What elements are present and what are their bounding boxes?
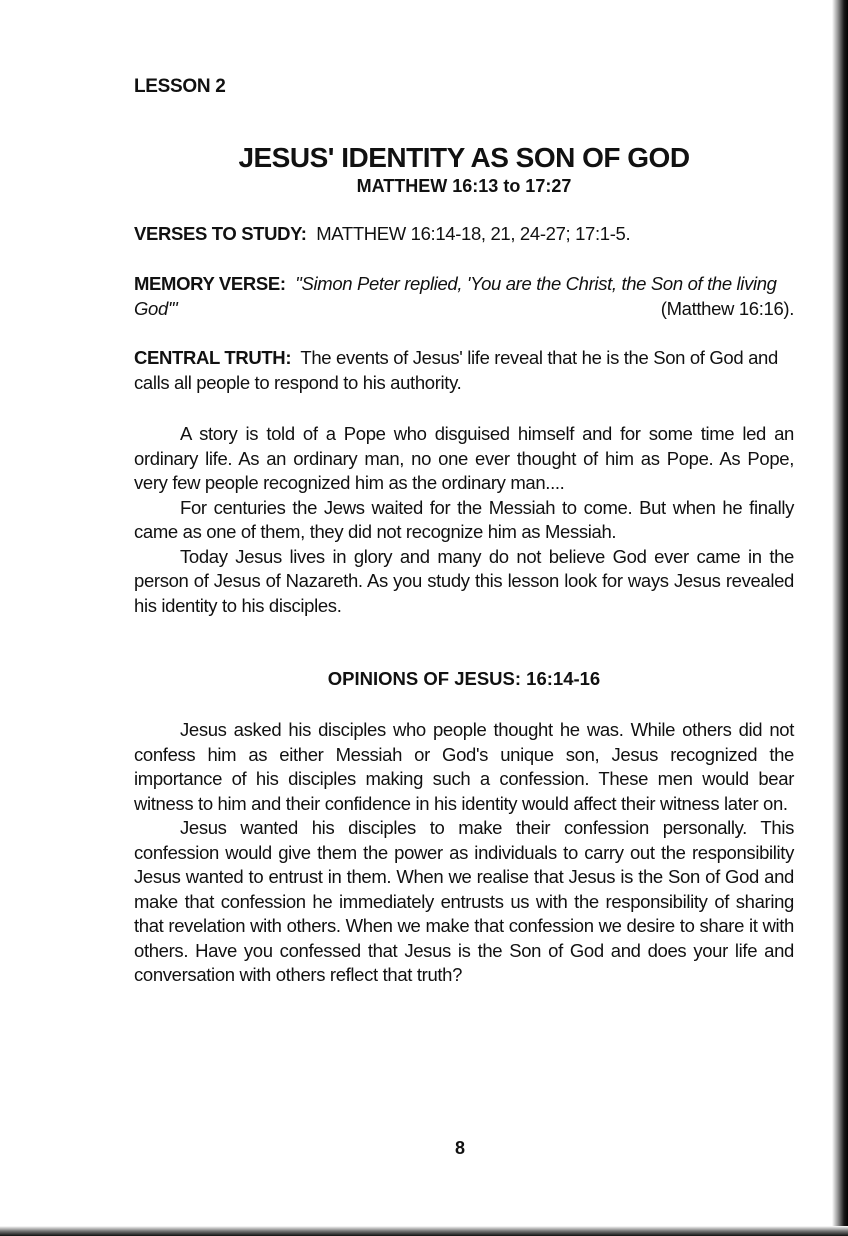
- verses-text: MATTHEW 16:14-18, 21, 24-27; 17:1-5.: [316, 223, 631, 244]
- opinions-section: [134, 718, 794, 988]
- verses-label: VERSES TO STUDY:: [134, 223, 307, 244]
- central-label: CENTRAL TRUTH:: [134, 347, 292, 368]
- memory-label: MEMORY VERSE:: [134, 273, 286, 294]
- scripture-range: MATTHEW 16:13 to 17:27: [356, 176, 572, 196]
- section-paragraph: Jesus wanted his disciples to make their confession personally. This confession would give them the power as individuals to carry out the responsibility Jesus wanted to entrust in them. When we realise that Jesus is the Son of God and make that confession he immediately entrusts us with the responsibility of sharing that revelation with others. When we make that confession we desire to share it with others. Have you confessed that Jesus is the Son of God and does your life and conversation with others reflect that truth?: [134, 817, 794, 985]
- intro-paragraph: A story is told of a Pope who disguised himself and for some time led an ordinary life. As an ordinary man, no one ever thought of him as Pope. As Pope, very few people recognized him as the ordinary man....: [134, 423, 794, 493]
- scan-edge-bottom: [0, 1226, 848, 1236]
- lesson-title: JESUS' IDENTITY AS SON OF GOD: [238, 142, 690, 173]
- intro-section: [134, 422, 794, 618]
- lesson-label: LESSON 2: [134, 76, 226, 97]
- central-text: The events of Jesus' life reveal that he is the Son of God and calls all people to respond to his authority.: [134, 347, 778, 393]
- section-paragraph: Jesus asked his disciples who people thought he was. While others did not confess him as either Messiah or God's unique son, Jesus recognized the importance of his disciples making such a confession. These men would bear witness to him and their confidence in his identity would affect their witness later on.: [134, 719, 794, 814]
- scan-edge-right: [832, 0, 848, 1236]
- intro-paragraph: Today Jesus lives in glory and many do not believe God ever came in the person of Jesus of Nazareth. As you study this lesson look for ways Jesus revealed his identity to his disciples.: [134, 545, 794, 616]
- section-heading: OPINIONS OF JESUS: 16:14-16: [327, 668, 601, 689]
- memory-quote: "Simon Peter replied, 'You are the Christ, the Son of the living God'": [134, 273, 777, 319]
- verses-to-study: [134, 222, 794, 247]
- memory-reference: (Matthew 16:16).: [660, 297, 794, 319]
- page-number: 8: [454, 1138, 465, 1158]
- intro-paragraph: For centuries the Jews waited for the Messiah to come. But when he finally came as one of them, they did not recognize him as Messiah.: [134, 496, 794, 542]
- memory-verse: [134, 272, 794, 321]
- central-truth: [134, 346, 794, 395]
